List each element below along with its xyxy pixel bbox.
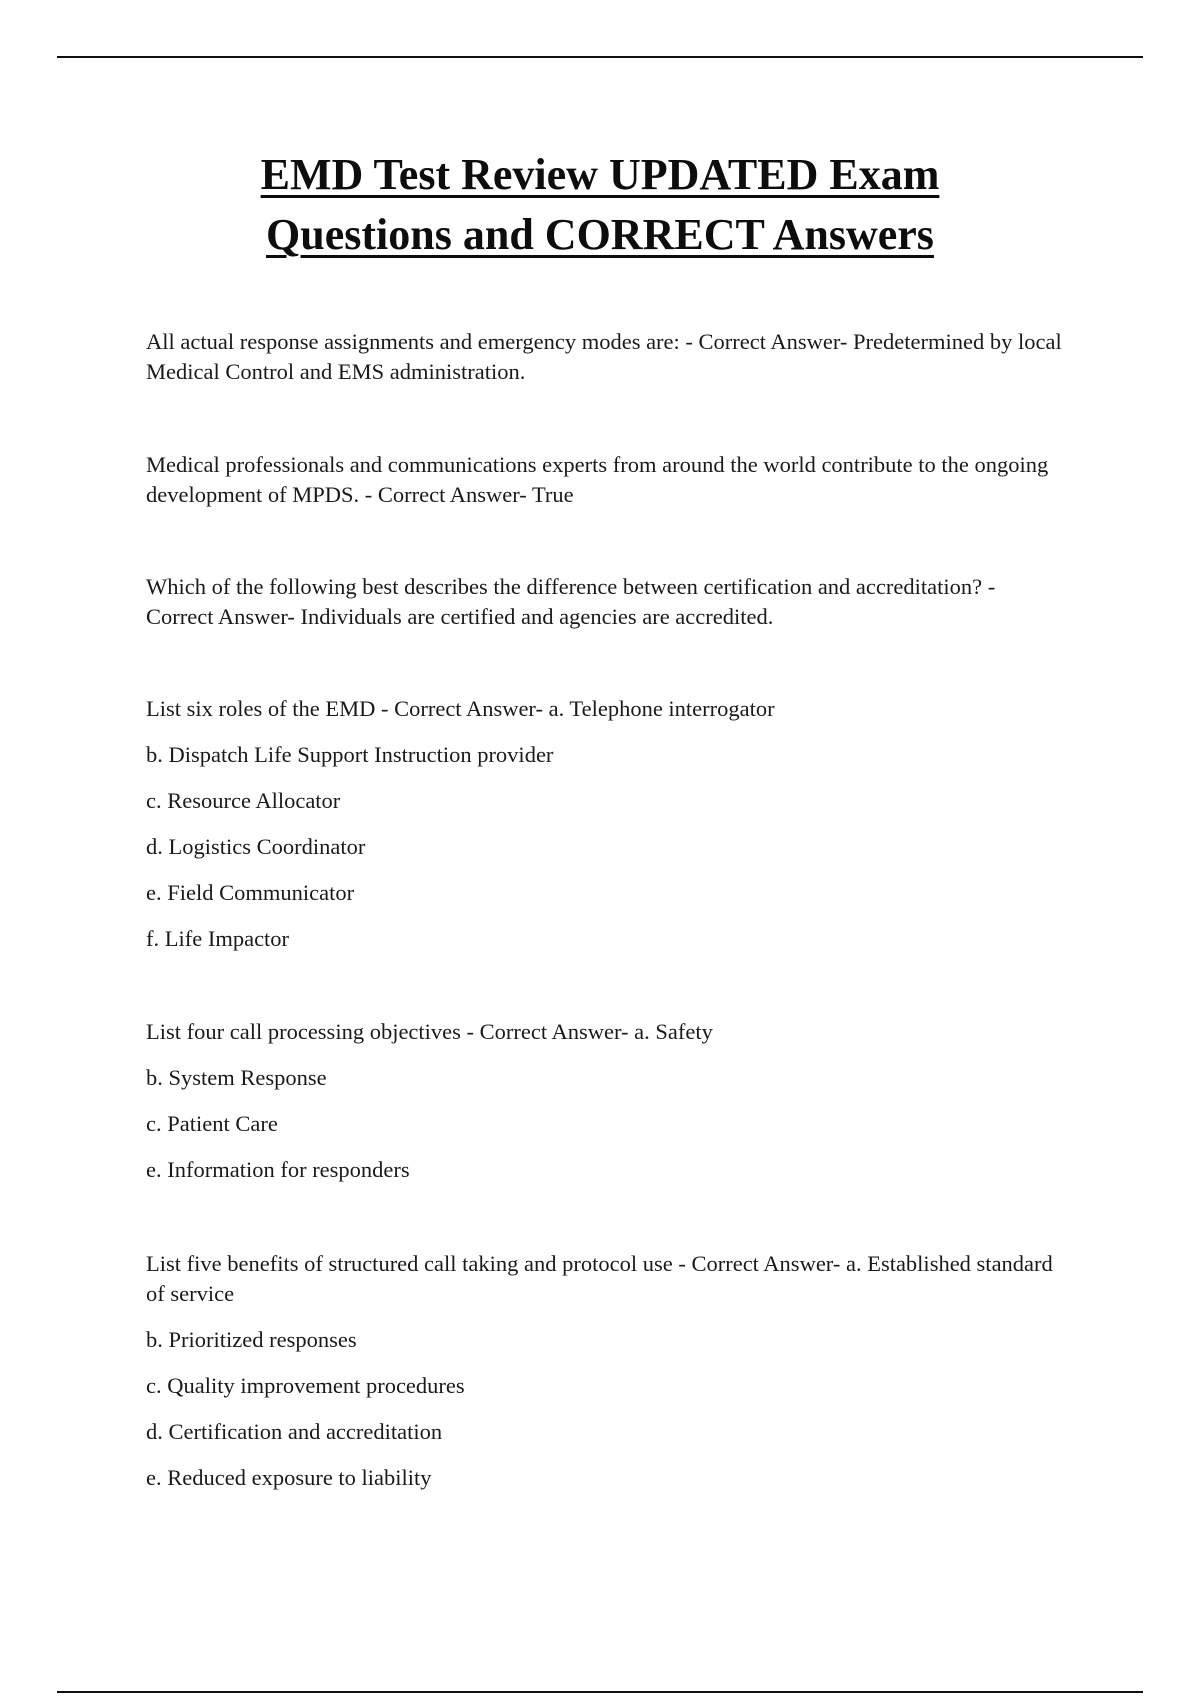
qa-block-6 [146,1249,1066,1493]
answer-item: d. Logistics Coordinator [146,834,366,859]
answer-item: e. Information for responders [146,1157,410,1182]
question-text: All actual response assignments and emergency modes are: - Correct Answer- Predetermined by local Medical Control and EMS administration. [146,329,1062,384]
answer-item: f. Life Impactor [146,926,290,951]
title-line-2: Questions and CORRECT Answers [266,210,934,259]
answer-item: e. Reduced exposure to liability [146,1465,432,1490]
bottom-rule [57,1691,1143,1693]
answer-item: c. Quality improvement procedures [146,1373,465,1398]
answer-item: b. System Response [146,1065,327,1090]
qa-block-3 [146,572,1066,632]
title-line-1: EMD Test Review UPDATED Exam [260,150,940,199]
qa-block-1 [146,327,1066,387]
answer-item: d. Certification and accreditation [146,1419,443,1444]
question-text: Medical professionals and communications experts from around the world contribute to the ongoing development of MPDS. - Correct Answer- True [146,452,1049,507]
qa-block-2 [146,450,1066,510]
question-text: List six roles of the EMD - Correct Answer- a. Telephone interrogator [146,696,775,721]
top-rule [57,56,1143,58]
answer-item: b. Prioritized responses [146,1327,357,1352]
answer-item: c. Patient Care [146,1111,278,1136]
question-text: List four call processing objectives - Correct Answer- a. Safety [146,1019,713,1044]
page-title [0,145,1200,265]
answer-item: c. Resource Allocator [146,788,341,813]
qa-block-5 [146,1017,1066,1185]
question-text: List five benefits of structured call taking and protocol use - Correct Answer- a. Established standard of service [146,1251,1053,1306]
question-text: Which of the following best describes the difference between certification and accreditation? - Correct Answer- Individuals are certified and agencies are accredited. [146,574,996,629]
qa-block-4 [146,694,1066,954]
answer-item: e. Field Communicator [146,880,355,905]
answer-item: b. Dispatch Life Support Instruction provider [146,742,554,767]
